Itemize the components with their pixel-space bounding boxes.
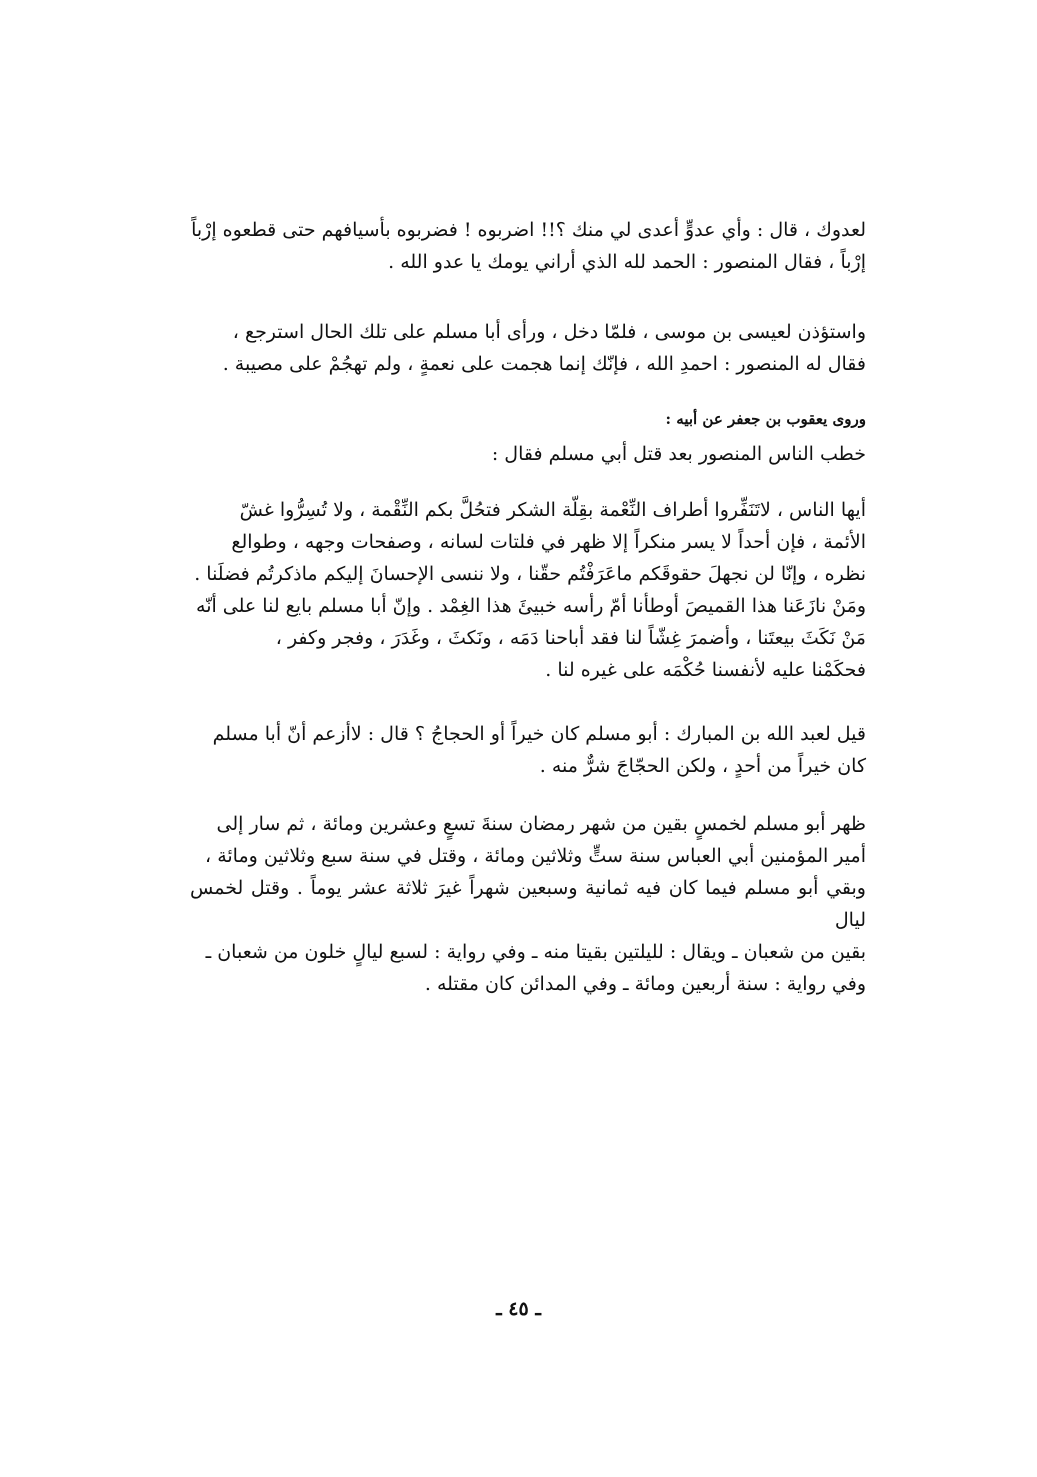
paragraph-line: وفي رواية : سنة أربعين ومائة ـ وفي المدائن كان مقتله . bbox=[424, 973, 866, 995]
paragraph-line: لعدوك ، قال : وأي عدوٍّ أعدى لي منك ؟!! اضربوه ! فضربوه بأسيافهم حتى قطعوه إرْباً bbox=[191, 219, 866, 241]
paragraph-line: فقال له المنصور : احمدِ الله ، فإنّك إنما هجمت على نعمةٍ ، ولم تهجُمْ على مصيبة . bbox=[222, 353, 866, 375]
paragraph-line: خطب الناس المنصور بعد قتل أبي مسلم فقال : bbox=[491, 443, 866, 465]
paragraph-line: ومَنْ نازَعَنا هذا القميصَ أوطأنا أمّ رأسه خبيئَ هذا الغِمْد . وإنّ أبا مسلم بايع لنا على أنّه bbox=[196, 595, 866, 617]
paragraph-line: كان خيراً من أحدٍ ، ولكن الحجّاجَ شرٌّ منه . bbox=[539, 755, 866, 777]
paragraph-5 bbox=[190, 718, 866, 782]
paragraph-line: وبقي أبو مسلم فيما كان فيه ثمانية وسبعين شهراً غيرَ ثلاثة عشر يوماً . وقتل لخمس ليال bbox=[190, 877, 866, 931]
paragraph-3 bbox=[190, 406, 866, 470]
paragraph-line: قيل لعبد الله بن المبارك : أبو مسلم كان خيراً أو الحجاجُ ؟ قال : لاأزعم أنّ أبا مسلم bbox=[212, 723, 866, 745]
paragraph-line: نظره ، وإنّا لن نجهلَ حقوقَكم ماعَرَفْتُم حقّنا ، ولا ننسى الإحسانَ إليكم ماذكرتُم فضلَنا . bbox=[194, 563, 866, 585]
paragraph-line: الأئمة ، فإن أحداً لا يسر منكراً إلا ظهر في فلتات لسانه ، وصفحات وجهه ، وطوالع bbox=[231, 531, 866, 553]
paragraph-line: أمير المؤمنين أبي العباس سنة ستٍّ وثلاثين ومائة ، وقتل في سنة سبع وثلاثين ومائة ، bbox=[205, 845, 866, 867]
paragraph-line: أيها الناس ، لاتَنَفِّروا أطراف النِّعْمة بقِلّة الشكر فتحُلَّ بكم النِّقْمة ، ولا تُسِرُّوا غشّ bbox=[239, 499, 866, 521]
paragraph-2 bbox=[190, 316, 866, 380]
paragraph-line: واستؤذن لعيسى بن موسى ، فلمّا دخل ، ورأى أبا مسلم على تلك الحال استرجع ، bbox=[232, 321, 866, 343]
paragraph-line: فحكَمْنا عليه لأنفسنا حُكْمَه على غيره لنا . bbox=[545, 659, 866, 681]
paragraph-line: إرْباً ، فقال المنصور : الحمد لله الذي أراني يومك يا عدو الله . bbox=[388, 251, 866, 273]
paragraph-line: ظهر أبو مسلم لخمسٍ بقين من شهر رمضان سنةَ تسعٍ وعشرين ومائة ، ثم سار إلى bbox=[216, 813, 866, 835]
paragraph-line: مَنْ نَكَثَ بيعتَنا ، وأضمرَ غِشّاً لنا فقد أباحنا دَمَه ، ونَكثَ ، وغَدَرَ ، وفجر وكفر ، bbox=[275, 627, 866, 649]
paragraph-6 bbox=[190, 808, 866, 1000]
paragraph-line: بقين من شعبان ـ ويقال : لليلتين بقيتا منه ـ وفي رواية : لسبع ليالٍ خلون من شعبان ـ bbox=[205, 941, 866, 963]
paragraph-4 bbox=[190, 494, 866, 686]
page-number: ـ ٤٥ ـ bbox=[496, 1298, 541, 1320]
section-heading: وروى يعقوب بن جعفر عن أبيه : bbox=[665, 410, 866, 428]
paragraph-1 bbox=[190, 214, 866, 278]
